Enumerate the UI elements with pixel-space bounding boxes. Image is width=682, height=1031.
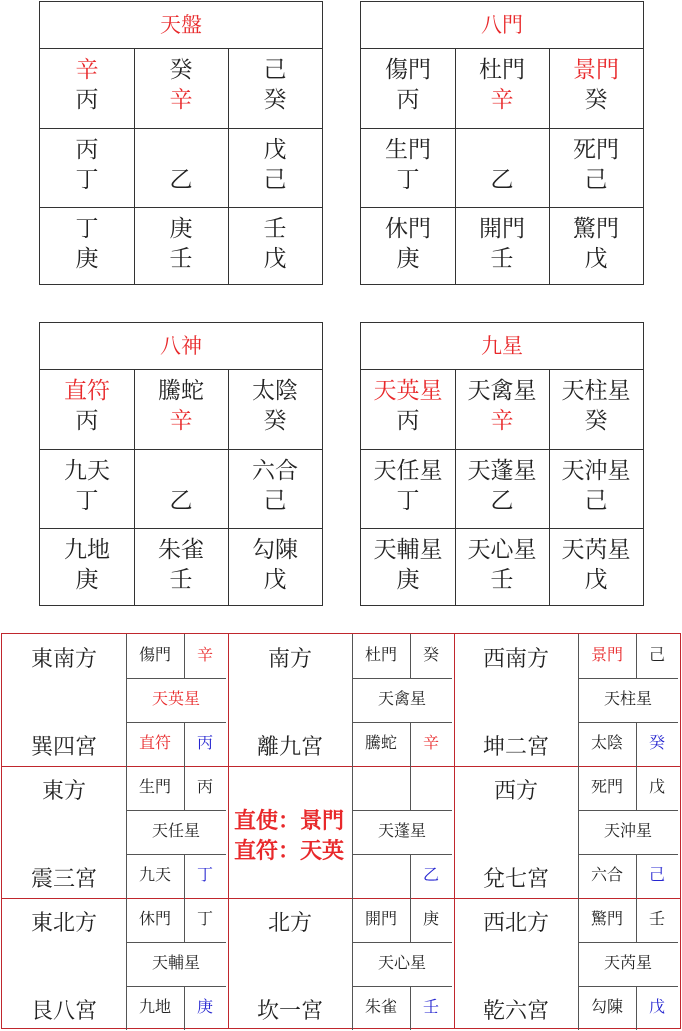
- tianpan-title: 天盤: [40, 2, 322, 49]
- dipan-stem: 丙: [196, 733, 213, 752]
- bamen-cell: [361, 207, 455, 284]
- jiuxing-cell-top-text: 天柱星: [561, 378, 631, 404]
- star-cell: 天心星: [377, 953, 426, 972]
- door-cell: [352, 766, 410, 808]
- palace-name: 坎一宮: [256, 999, 323, 1024]
- tianpan-cell-bottom-text: 己: [263, 167, 287, 193]
- jiuxing-cell-top-text: 天芮星: [561, 537, 631, 563]
- jiuxing-cell-top-text: 天輔星: [373, 537, 443, 563]
- bamen-cell-bottom-text: 戊: [584, 246, 608, 272]
- jiuxing-cell-bottom-text: 丙: [396, 408, 420, 434]
- tianpan-cell-bottom-text: 丁: [75, 167, 99, 193]
- tianpan-cell-bottom-text: 辛: [169, 87, 193, 113]
- star-cell: 天蓬星: [377, 821, 426, 840]
- palace-name: 巽四宮: [30, 735, 97, 760]
- door-cell: 死門: [590, 777, 623, 796]
- tianpan-cell-bottom-text: 癸: [263, 87, 287, 113]
- palace-name: 坤二宮: [482, 735, 549, 760]
- palace-direction: 東南方: [30, 647, 97, 672]
- bamen-cell: [549, 207, 643, 284]
- jiuxing-vline: [549, 369, 550, 605]
- jiuxing-panel: [360, 322, 644, 606]
- bamen-cell-bottom-text: 庚: [396, 246, 420, 272]
- door-cell: 驚門: [590, 909, 623, 928]
- tianpan-stem: 丙: [196, 777, 213, 796]
- bamen-vline: [549, 48, 550, 284]
- jiuxing-cell: [361, 369, 455, 449]
- bashen-cell-top-text: 直符: [64, 378, 110, 404]
- tianpan-stem: 己: [648, 645, 665, 664]
- bashen-hline: [40, 449, 322, 450]
- jiuxing-title: 九星: [361, 323, 643, 370]
- bashen-cell-top-text: 六合: [252, 458, 298, 484]
- tianpan-cell-top-text: 丁: [75, 216, 99, 242]
- star-cell: 天芮星: [603, 953, 652, 972]
- bamen-hline: [361, 128, 643, 129]
- bashen-cell-bottom-text: 丙: [75, 408, 99, 434]
- tianpan-cell: [134, 207, 228, 284]
- zhifu-label: 直符：天英: [234, 838, 345, 864]
- bashen-cell: [134, 449, 228, 528]
- tianpan-cell: [40, 207, 134, 284]
- palace-direction: 南方: [267, 647, 312, 672]
- palace-board: [1, 633, 681, 1029]
- jiuxing-cell-bottom-text: 壬: [490, 567, 514, 593]
- jiuxing-cell-bottom-text: 庚: [396, 567, 420, 593]
- god-cell: 太陰: [590, 733, 623, 752]
- jiuxing-cell-bottom-text: 癸: [584, 408, 608, 434]
- tianpan-cell-top-text: 庚: [169, 216, 193, 242]
- tianpan-cell: [40, 48, 134, 128]
- bamen-hline: [361, 207, 643, 208]
- tianpan-cell-top-text: 丙: [75, 137, 99, 163]
- palace-direction: 東方: [41, 779, 86, 804]
- bashen-cell: [40, 528, 134, 605]
- jiuxing-cell-top-text: 天英星: [373, 378, 443, 404]
- god-cell: 九地: [138, 997, 171, 1016]
- jiuxing-cell: [455, 528, 549, 605]
- door-cell: 景門: [590, 645, 623, 664]
- bashen-cell: [40, 449, 134, 528]
- bashen-cell-bottom-text: 丁: [75, 488, 99, 514]
- bashen-title: 八神: [40, 323, 322, 370]
- bashen-cell-top-text: 九天: [64, 458, 110, 484]
- bashen-cell-bottom-text: 乙: [169, 488, 193, 514]
- bashen-panel: [39, 322, 323, 606]
- jiuxing-hline: [361, 449, 643, 450]
- dipan-stem: 己: [648, 865, 665, 884]
- bashen-cell: [134, 369, 228, 449]
- door-cell: 開門: [364, 909, 397, 928]
- jiuxing-cell-bottom-text: 戊: [584, 567, 608, 593]
- jiuxing-hline: [361, 528, 643, 529]
- jiuxing-cell: [549, 528, 643, 605]
- bamen-cell-top-text: 景門: [573, 57, 619, 83]
- jiuxing-grid: [361, 369, 643, 605]
- bashen-cell: [228, 449, 322, 528]
- bamen-cell-top-text: 杜門: [479, 57, 525, 83]
- bamen-cell-bottom-text: 己: [584, 167, 608, 193]
- tianpan-panel: [39, 1, 323, 285]
- jiuxing-cell-bottom-text: 辛: [490, 408, 514, 434]
- bamen-title: 八門: [361, 2, 643, 49]
- bamen-cell: [361, 128, 455, 207]
- bamen-cell-bottom-text: 壬: [490, 246, 514, 272]
- star-cell: 天沖星: [603, 821, 652, 840]
- dipan-stem: 丁: [196, 865, 213, 884]
- bashen-cell-top-text: 朱雀: [158, 537, 204, 563]
- god-cell: 直符: [138, 733, 171, 752]
- jiuxing-cell-bottom-text: 乙: [490, 488, 514, 514]
- jiuxing-cell: [455, 449, 549, 528]
- tianpan-cell-bottom-text: 壬: [169, 246, 193, 272]
- star-cell: 天英星: [151, 689, 200, 708]
- bashen-cell-top-text: 勾陳: [252, 537, 298, 563]
- bamen-cell-bottom-text: 辛: [490, 87, 514, 113]
- god-cell: [352, 854, 410, 896]
- jiuxing-cell-top-text: 天禽星: [467, 378, 537, 404]
- bashen-vline: [134, 369, 135, 605]
- jiuxing-cell-top-text: 天沖星: [561, 458, 631, 484]
- palace-divider-v: [454, 634, 455, 1028]
- bamen-cell-top-text: 休門: [385, 216, 431, 242]
- tianpan-vline: [134, 48, 135, 284]
- jiuxing-cell-bottom-text: 丁: [396, 488, 420, 514]
- bashen-grid: [40, 369, 322, 605]
- bashen-cell-bottom-text: 戊: [263, 567, 287, 593]
- tianpan-cell: [228, 207, 322, 284]
- god-cell: 勾陳: [590, 997, 623, 1016]
- tianpan-cell-top-text: 壬: [263, 216, 287, 242]
- door-cell: 生門: [138, 777, 171, 796]
- palace-name: 離九宮: [256, 735, 323, 760]
- bamen-cell-bottom-text: 丁: [396, 167, 420, 193]
- tianpan-stem: 壬: [648, 909, 665, 928]
- palace-direction: 北方: [267, 911, 312, 936]
- dipan-stem: 庚: [196, 997, 213, 1016]
- god-cell: 朱雀: [364, 997, 397, 1016]
- jiuxing-cell: [361, 449, 455, 528]
- bamen-cell-top-text: 死門: [573, 137, 619, 163]
- tianpan-stem: 癸: [422, 645, 439, 664]
- star-cell: 天任星: [151, 821, 200, 840]
- tianpan-cell-bottom-text: 乙: [169, 167, 193, 193]
- jiuxing-cell-bottom-text: 己: [584, 488, 608, 514]
- tianpan-hline: [40, 128, 322, 129]
- bamen-cell: [361, 48, 455, 128]
- jiuxing-cell-top-text: 天心星: [467, 537, 537, 563]
- dipan-stem: 戊: [648, 997, 665, 1016]
- tianpan-stem: [410, 766, 452, 808]
- tianpan-cell: [228, 48, 322, 128]
- tianpan-stem: 丁: [196, 909, 213, 928]
- god-cell: 六合: [590, 865, 623, 884]
- jiuxing-cell-top-text: 天蓬星: [467, 458, 537, 484]
- jiuxing-cell: [549, 449, 643, 528]
- bamen-cell-bottom-text: 癸: [584, 87, 608, 113]
- tianpan-stem: 辛: [196, 645, 213, 664]
- dipan-stem: 壬: [422, 997, 439, 1016]
- tianpan-cell: [134, 48, 228, 128]
- tianpan-grid: [40, 48, 322, 284]
- tianpan-cell: [228, 128, 322, 207]
- jiuxing-vline: [455, 369, 456, 605]
- star-cell: 天禽星: [377, 689, 426, 708]
- bashen-cell-bottom-text: 己: [263, 488, 287, 514]
- bamen-cell-top-text: 傷門: [385, 57, 431, 83]
- door-cell: 傷門: [138, 645, 171, 664]
- bamen-cell-bottom-text: 乙: [490, 167, 514, 193]
- tianpan-cell-top-text: 己: [263, 57, 287, 83]
- palace-direction: 西北方: [482, 911, 549, 936]
- bashen-hline: [40, 528, 322, 529]
- bashen-cell-top-text: 九地: [64, 537, 110, 563]
- tianpan-cell-bottom-text: 戊: [263, 246, 287, 272]
- bamen-cell-top-text: 生門: [385, 137, 431, 163]
- bamen-cell-top-text: 開門: [479, 216, 525, 242]
- tianpan-cell: [40, 128, 134, 207]
- tianpan-stem: 庚: [422, 909, 439, 928]
- palace-name: 艮八宮: [30, 999, 97, 1024]
- palace-name: 震三宮: [30, 867, 97, 892]
- bashen-cell-bottom-text: 壬: [169, 567, 193, 593]
- bamen-cell: [455, 207, 549, 284]
- tianpan-cell-top-text: 癸: [169, 57, 193, 83]
- bashen-cell-top-text: 太陰: [252, 378, 298, 404]
- bashen-cell: [228, 528, 322, 605]
- bamen-panel: [360, 1, 644, 285]
- palace-divider-v: [228, 634, 229, 1028]
- star-cell: 天柱星: [603, 689, 652, 708]
- bamen-grid: [361, 48, 643, 284]
- tianpan-stem: 戊: [648, 777, 665, 796]
- bamen-cell: [455, 128, 549, 207]
- jiuxing-cell: [455, 369, 549, 449]
- tianpan-cell-bottom-text: 庚: [75, 246, 99, 272]
- jiuxing-cell: [361, 528, 455, 605]
- bashen-cell: [228, 369, 322, 449]
- palace-direction: 西南方: [482, 647, 549, 672]
- bashen-vline: [228, 369, 229, 605]
- jiuxing-cell: [549, 369, 643, 449]
- door-cell: 杜門: [364, 645, 397, 664]
- god-cell: 九天: [138, 865, 171, 884]
- bashen-cell: [40, 369, 134, 449]
- bamen-cell-top-text: 驚門: [573, 216, 619, 242]
- palace-name: 乾六宮: [482, 999, 549, 1024]
- tianpan-cell: [134, 128, 228, 207]
- bamen-cell: [549, 128, 643, 207]
- bashen-cell: [134, 528, 228, 605]
- bashen-cell-bottom-text: 辛: [169, 408, 193, 434]
- bamen-cell-bottom-text: 丙: [396, 87, 420, 113]
- star-cell: 天輔星: [151, 953, 200, 972]
- bashen-cell-bottom-text: 癸: [263, 408, 287, 434]
- palace-direction: 西方: [493, 779, 538, 804]
- god-cell: 騰蛇: [364, 733, 397, 752]
- bashen-cell-top-text: 騰蛇: [158, 378, 204, 404]
- zhishi-label: 直使：景門: [234, 808, 345, 834]
- tianpan-cell-top-text: 辛: [75, 57, 99, 83]
- dipan-stem: 癸: [648, 733, 665, 752]
- dipan-stem: 辛: [422, 733, 439, 752]
- palace-name: 兌七宮: [482, 867, 549, 892]
- tianpan-hline: [40, 207, 322, 208]
- dipan-stem: 乙: [422, 865, 439, 884]
- bamen-vline: [455, 48, 456, 284]
- palace-direction: 東北方: [30, 911, 97, 936]
- jiuxing-cell-top-text: 天任星: [373, 458, 443, 484]
- tianpan-cell-top-text: 戊: [263, 137, 287, 163]
- tianpan-vline: [228, 48, 229, 284]
- bashen-cell-bottom-text: 庚: [75, 567, 99, 593]
- bamen-cell: [549, 48, 643, 128]
- bamen-cell: [455, 48, 549, 128]
- door-cell: 休門: [138, 909, 171, 928]
- tianpan-cell-bottom-text: 丙: [75, 87, 99, 113]
